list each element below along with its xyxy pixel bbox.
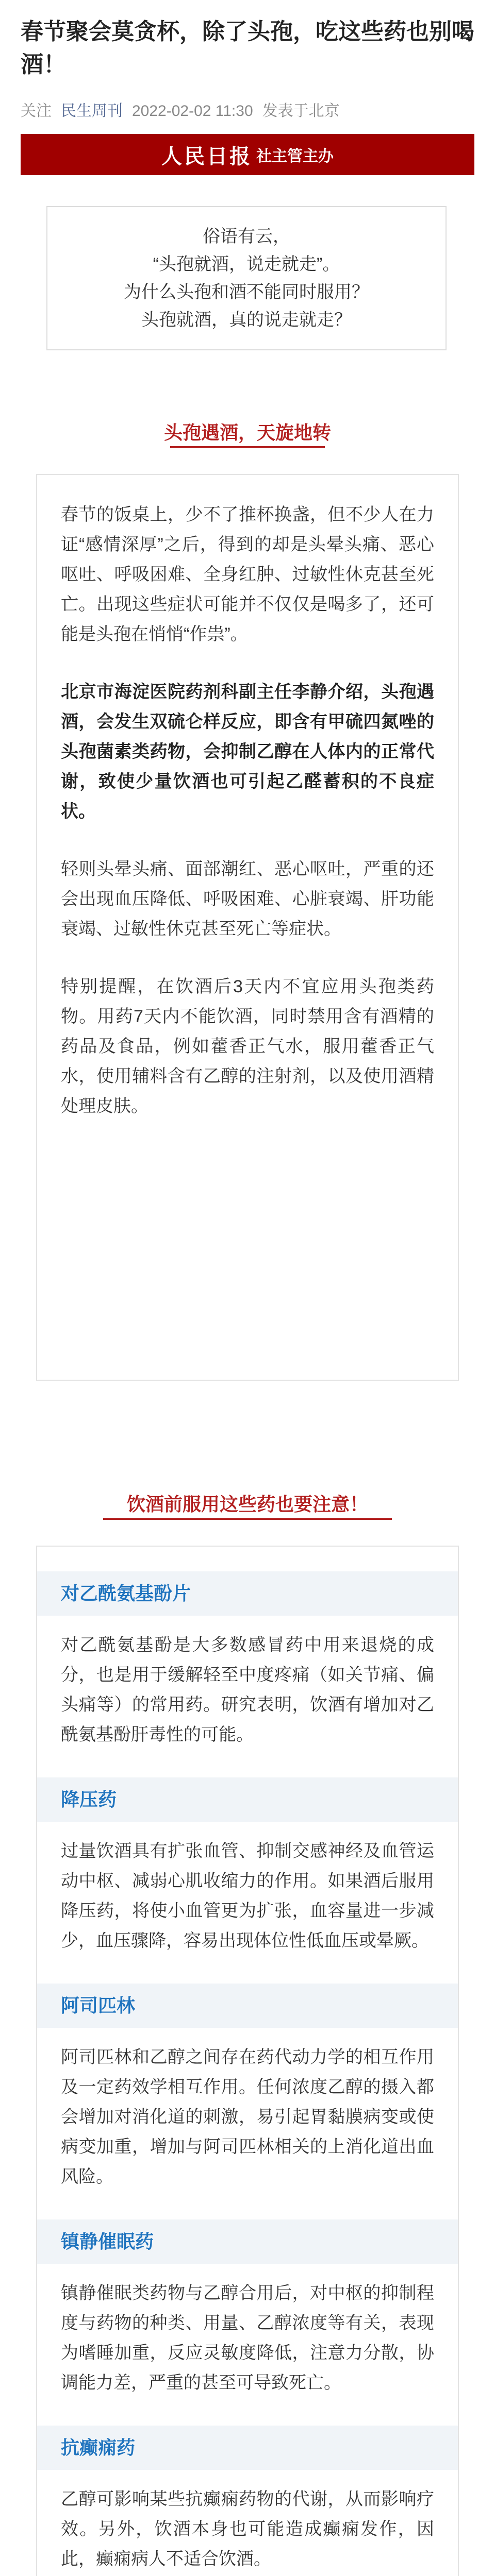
publish-datetime: 2022-02-02 11:30 (132, 103, 253, 120)
quote-line: 俗语有云， (203, 227, 290, 246)
paragraph: 轻则头晕头痛、面部潮红、恶心呕吐，严重的还会出现血压降低、呼吸困难、心脏衰竭、肝功能衰竭、过敏性休克甚至死亡等症状。 (61, 859, 434, 939)
subhead-antiepileptic: 抗癫痫药 (37, 2426, 458, 2470)
section-card-drugs (36, 1546, 459, 2576)
subhead-acetaminophen: 对乙酰氨基酚片 (37, 1571, 458, 1616)
peoples-daily-banner (21, 134, 474, 175)
article-meta (21, 98, 340, 121)
paragraph: 春节的饭桌上，少不了推杯换盏，但不少人在力证“感情深厚”之后，得到的却是头晕头痛、恶心呕吐、呼吸困难、全身红肿、过敏性休克甚至死亡。出现这些症状可能并不仅仅是喝多了，还可能是头孢在悄悄“作祟”。 (61, 505, 434, 644)
subhead-antihypertensive: 降压药 (37, 1777, 458, 1822)
quote-line: 为什么头孢和酒不能同时服用？ (124, 282, 369, 302)
intro-quote-box (46, 206, 447, 350)
paragraph: 乙醇可影响某些抗癫痫药物的代谢，从而影响疗效。另外，饮酒本身也可能造成癫痫发作，因此，癫痫病人不适合饮酒。 (61, 2489, 434, 2569)
source-link[interactable]: 民生周刊 (61, 103, 123, 120)
subhead-aspirin: 阿司匹林 (37, 1984, 458, 2028)
banner-tagline: 社主管主办 (256, 148, 334, 165)
quote-line: 头孢就酒，真的说走就走？ (141, 310, 352, 330)
article-title: 春节聚会莫贪杯，除了头孢，吃这些药也别喝酒！ (21, 19, 474, 77)
paragraph: 阿司匹林和乙醇之间存在药代动力学的相互作用及一定药效学相互作用。任何浓度乙醇的摄入都会增加对消化道的刺激，易引起胃黏膜病变或使病变加重，增加与阿司匹林相关的上消化道出血风险。 (61, 2047, 434, 2187)
paragraph: 镇静催眠类药物与乙醇合用后，对中枢的抑制程度与药物的种类、用量、乙醇浓度等有关，表现为嗜睡加重，反应灵敏度降低，注意力分散，协调能力差，严重的甚至可导致死亡。 (61, 2283, 434, 2393)
section-underline (170, 446, 325, 448)
section-heading-cephalosporin: 头孢遇酒，天旋地转 (163, 422, 331, 443)
section-heading-drugs: 饮酒前服用这些药也要注意！ (126, 1494, 368, 1515)
section-card-cephalosporin (36, 474, 459, 1381)
paragraph: 过量饮酒具有扩张血管、抑制交感神经及血管运动中枢、减弱心肌收缩力的作用。如果酒后服用降压药，将使小血管更为扩张，血容量进一步减少，血压骤降，容易出现体位性低血压或晕厥。 (61, 1841, 434, 1951)
paragraph: 对乙酰氨基酚是大多数感冒药中用来退烧的成分，也是用于缓解轻至中度疼痛（如关节痛、偏头痛等）的常用药。研究表明，饮酒有增加对乙酰氨基酚肝毒性的可能。 (61, 1635, 434, 1744)
banner-logo: 人民日报 (161, 144, 252, 168)
paragraph: 特别提醒，在饮酒后3天内不宜应用头孢类药物。用药7天内不能饮酒，同时禁用含有酒精的药品及食品，例如藿香正气水，服用藿香正气水，使用辅料含有乙醇的注射剂，以及使用酒精处理皮肤。 (61, 977, 434, 1116)
quote-line: “头孢就酒，说走就走”。 (153, 255, 340, 274)
follow-label[interactable]: 关注 (21, 103, 52, 120)
section-underline (103, 1518, 392, 1520)
publish-location: 发表于北京 (262, 103, 340, 120)
paragraph-expert: 北京市海淀医院药剂科副主任李静介绍，头孢遇酒，会发生双硫仑样反应，即含有甲硫四氮唑的头孢菌素类药物，会抑制乙醇在人体内的正常代谢，致使少量饮酒也可引起乙醛蓄积的不良症状。 (61, 682, 434, 821)
subhead-sedatives: 镇静催眠药 (37, 2219, 458, 2264)
